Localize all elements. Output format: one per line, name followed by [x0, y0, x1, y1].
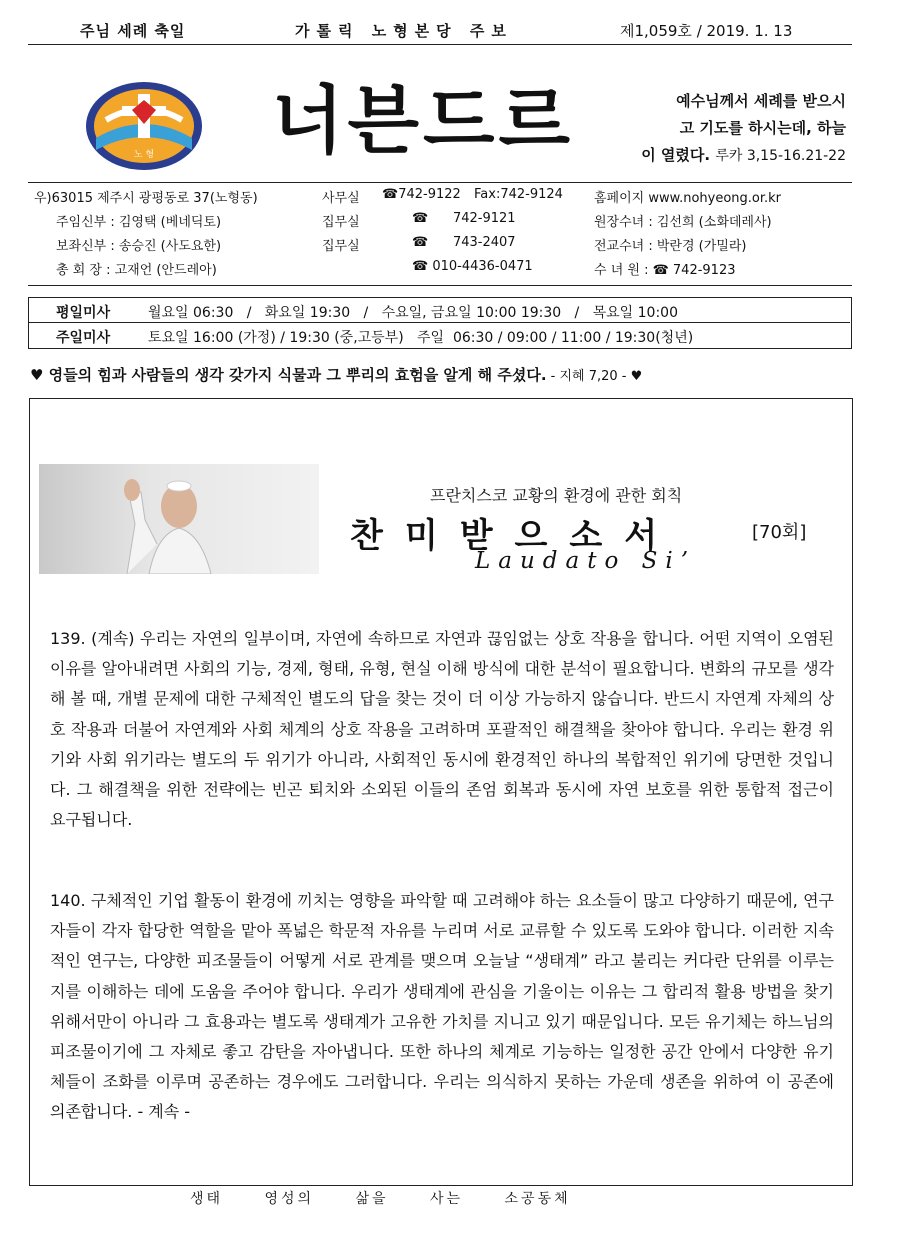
- footer-motto: 생태 영성의 삶을 사는 소공동체: [190, 1191, 571, 1207]
- sunday-mass-label: 주일미사: [56, 330, 111, 346]
- paragraph-140: 140. 구체적인 기업 활동이 환경에 끼치는 영향을 파악할 때 고려해야 하는 요소들이 많고 다양하기 때문에, 연구자들이 각자 합당한 역할을 맡아 폭넓은 학문적 자유를 누리며 서로 교류할 수 있도록 도와야 합니다. 이러한 지속적인 연구는, 다양한 피조물들이 어떻게 서로 관계를 맺으며 오늘날 “생태계” 라고 불리는 커다란 단위를 이루는지를 이해하는 데에 도움을 주어야 합니다. 우리가 생태계에 관심을 기울이는 이유는 그 합리적 활용 방법을 찾기 위해서만이 아니라 그 효용과는 별도록 생태계가 고유한 가치를 지니고 있기 때문입니다. 모든 유기체는 하느님의 피조물이기에 그 자체로 좋고 감탄을 자아냅니다. 또한 하나의 체계로 기능하는 일정한 공간 안에서 다양한 유기체들이 조화를 이루며 공존하는 경우에도 그러합니다. 우리는 의식하지 못하는 가운데 생존을 위하여 이 공존에 의존합니다. - 계속 -: [50, 891, 834, 1122]
- installment-count: [70회]: [752, 522, 807, 543]
- verse-line-3-text: 이 열렸다.: [641, 146, 711, 164]
- president-phone: ☎ 010-4436-0471: [412, 259, 533, 274]
- address: 우)63015 제주시 광평동로 37(노형동): [34, 191, 258, 206]
- fax-number: Fax:742-9124: [474, 187, 563, 202]
- verse-line-2: 고 기도를 하시는데, 하늘: [679, 119, 846, 137]
- top-divider: [28, 44, 852, 45]
- latin-title: Laudato Si’: [475, 548, 697, 574]
- weekday-mass-row: [28, 298, 850, 323]
- sunday-mass-row: [28, 323, 850, 347]
- sister-name: 전교수녀 : 박란경 (가밀라): [594, 239, 747, 254]
- publication-name: 가톨릭 노형본당 주보: [295, 22, 513, 40]
- rectory2-phone: ☎ 743-2407: [412, 235, 516, 250]
- wisdom-verse-band: [30, 364, 850, 385]
- assistant-priest-name: 보좌신부 : 송승진 (사도요한): [56, 239, 222, 254]
- article-title: 찬미받으소서: [350, 516, 680, 556]
- newsletter-title: 너븐드르: [272, 78, 574, 164]
- pastor-name: 주임신부 : 김영택 (베네딕토): [56, 215, 222, 230]
- office-phone: ☎742-9122: [382, 187, 461, 202]
- sunday-mass-times: 토요일 16:00 (가정) / 19:30 (중,고등부) 주일 06:30 / 09:00 / 11:00 / 19:30(청년): [148, 330, 694, 346]
- issue-number: 제1,059호 / 2019. 1. 13: [620, 22, 793, 40]
- rectory2-label: 집무실: [322, 239, 360, 254]
- weekday-mass-times: 월요일 06:30 / 화요일 19:30 / 수요일, 금요일 10:00 19:30 / 목요일 10:00: [148, 305, 678, 321]
- logo-label: 노 형: [133, 150, 155, 160]
- weekday-mass-label: 평일미사: [56, 305, 111, 321]
- feast-day: 주님 세례 축일: [80, 22, 186, 40]
- superior-name: 원장수녀 : 김선희 (소화데레사): [594, 215, 772, 230]
- parish-logo: [84, 80, 204, 172]
- homepage-link[interactable]: 홈페이지 www.nohyeong.or.kr: [594, 191, 782, 206]
- office-label: 사무실: [322, 191, 360, 206]
- gospel-verse: [606, 88, 846, 170]
- wisdom-verse-text: ♥ 영들의 힘과 사람들의 생각 갖가지 식물과 그 뿌리의 효험을 알게 해 주셨다.: [30, 366, 547, 384]
- article-subtitle: 프란치스코 교황의 환경에 관한 회칙: [430, 486, 683, 505]
- pope-photo: [39, 464, 319, 574]
- verse-reference: 루카 3,15-16.21-22: [715, 148, 846, 164]
- rectory1-phone: ☎ 742-9121: [412, 211, 516, 226]
- council-president: 총 회 장 : 고재언 (안드레아): [56, 263, 217, 278]
- convent-phone: 수 녀 원 : ☎ 742-9123: [594, 263, 736, 278]
- rectory1-label: 집무실: [322, 215, 360, 230]
- paragraph-139: 139. (계속) 우리는 자연의 일부이며, 자연에 속하므로 자연과 끊임없는 상호 작용을 합니다. 어떤 지역이 오염된 이유를 알아내려면 사회의 기능, 경제, 형태, 유형, 현실 이해 방식에 대한 분석이 필요합니다. 변화의 규모를 생각해 볼 때, 개별 문제에 대한 구체적인 별도의 답을 찾는 것이 더 이상 가능하지 않습니다. 반드시 자연계 자체의 상호 작용과 더불어 자연계와 사회 체계의 상호 작용을 고려하며 포괄적인 해결책을 찾아야 합니다. 우리는 환경 위기와 사회 위기라는 별도의 두 위기가 아니라, 사회적인 동시에 환경적인 하나의 복합적인 위기에 당면한 것입니다. 그 해결책을 위한 전략에는 빈곤 퇴치와 소외된 이들의 존엄 회복과 동시에 자연 보호를 위한 통합적 접근이 요구됩니다.: [50, 629, 834, 830]
- verse-line-1: 예수님께서 세례를 받으시: [676, 92, 846, 110]
- wisdom-verse-ref: - 지혜 7,20 - ♥: [546, 369, 643, 384]
- verse-line-3: [606, 142, 846, 170]
